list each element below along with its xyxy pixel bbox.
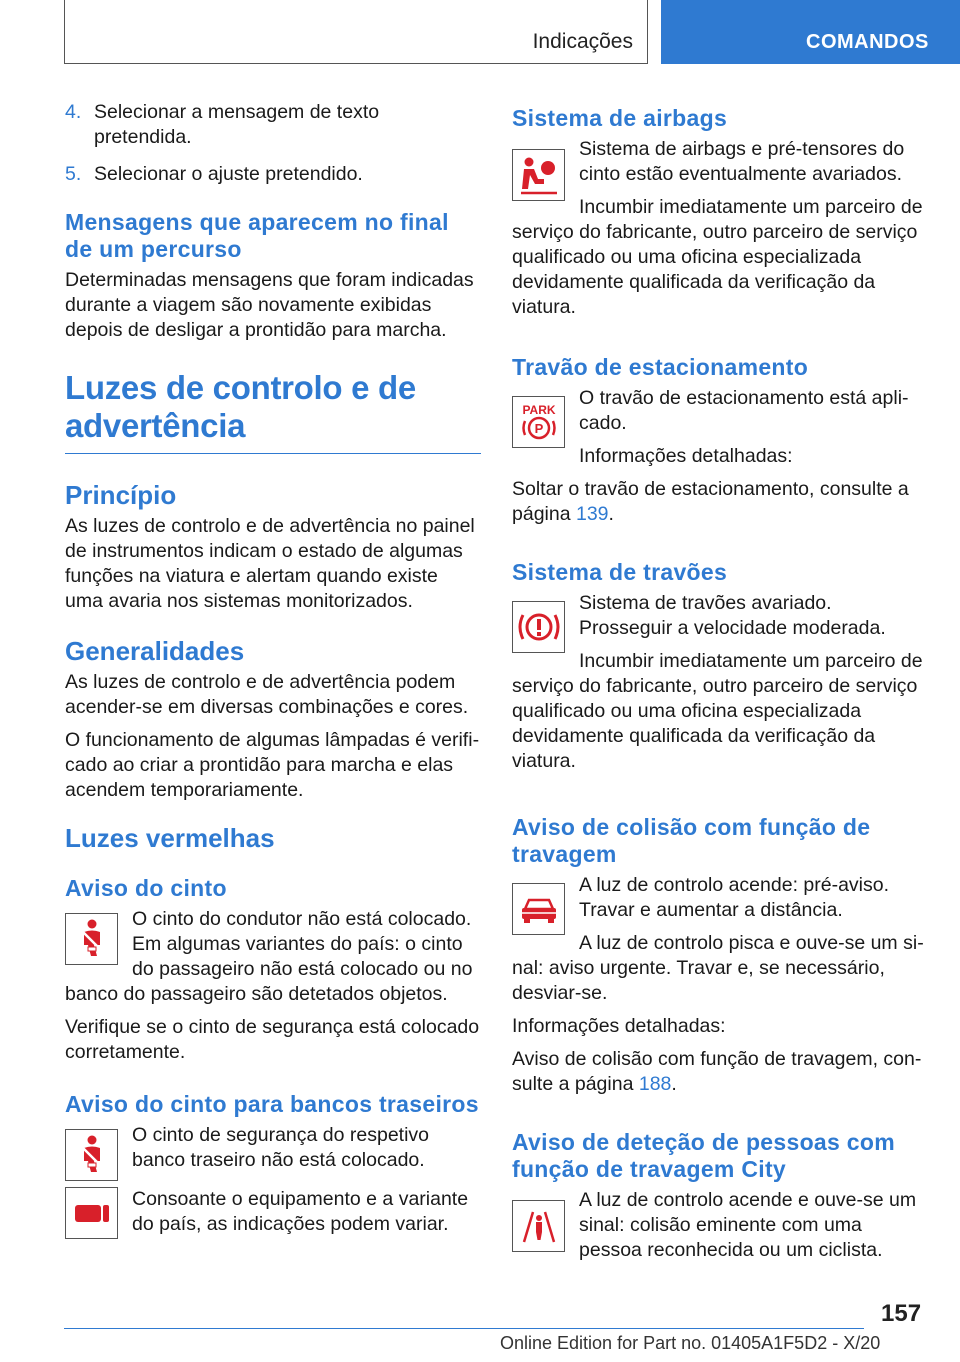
- paragraph-collision-4: Aviso de colisão com função de travagem, consulte a página 188.: [512, 1048, 922, 1095]
- paragraph-parking-2: Informações detalhadas:: [579, 445, 793, 467]
- heading-airbag: Sistema de airbags: [512, 105, 728, 131]
- paragraph-pedestrian: A luz de controlo acende e ouve-se um sinal: colisão eminente com uma pessoa reconhecida ou um ciclista.: [579, 1189, 917, 1261]
- parking-brake-icon: [512, 396, 565, 448]
- paragraph-rear-belt-1: O cinto de segurança do respetivo banco traseiro não está colocado.: [132, 1124, 430, 1171]
- rear-seat-indicator-icon: [65, 1187, 118, 1239]
- paragraph-brakes-2: Incumbir imediatamente um parceiro de serviço do fabricante, outro parceiro de serviço qualificado ou uma oficina especializada devidamente qualificada da verificação da viatura.: [512, 650, 923, 772]
- page-number: 157: [881, 1300, 922, 1327]
- paragraph-collision-3: Informações detalhadas:: [512, 1015, 726, 1037]
- heading-belt-warning: Aviso do cinto: [65, 875, 227, 901]
- airbag-warning-icon: [512, 149, 565, 201]
- paragraph-belt-1: O cinto do condutor não está colocado. Em algumas variantes do país: o cinto do passageiro não está colocado ou no banco do passageiro são detetados objetos.: [65, 908, 473, 1005]
- step-text: Selecionar o ajuste pretendido.: [94, 163, 363, 185]
- heading-red-lights: Luzes vermelhas: [65, 823, 275, 853]
- svg-text:P: P: [534, 421, 543, 436]
- step-number: 4.: [65, 101, 82, 123]
- paragraph-parking-3: Soltar o travão de estacionamento, consulte a página 139.: [512, 478, 909, 525]
- page-link-139[interactable]: 139: [575, 503, 609, 525]
- heading-brake-system: Sistema de travões: [512, 559, 728, 585]
- heading-pedestrian-warning: Aviso de deteção de pessoas com função de travagem City: [512, 1129, 895, 1182]
- seatbelt-warning-icon: [65, 913, 118, 965]
- page-link-188[interactable]: 188: [638, 1073, 672, 1095]
- paragraph-collision-2: A luz de controlo pisca e ouve-se um sinal: aviso urgente. Travar e, se necessário, desviar-se.: [512, 932, 924, 1004]
- step-5: [65, 162, 481, 187]
- header-chapter-tab[interactable]: [661, 0, 960, 64]
- rear-seatbelt-icon: [65, 1129, 118, 1181]
- header-section-box: [64, 0, 648, 64]
- footer-divider: [64, 1328, 864, 1329]
- paragraph-end-messages: Determinadas mensagens que foram indicadas durante a viagem são novamente exibidas depois de desligar a prontidão para marcha.: [65, 269, 474, 341]
- paragraph-rear-belt-2: Consoante o equipamento e a variante do país, as indicações podem variar.: [132, 1188, 469, 1235]
- paragraph-general-2: O funcionamento de algumas lâmpadas é verificado ao criar a prontidão para marcha e elas acendem temporariamente.: [65, 729, 480, 801]
- right-column: [512, 100, 926, 1271]
- paragraph-general-1: As luzes de controlo e de advertência podem acender-se em diversas combinações e cores.: [65, 671, 469, 718]
- paragraph-belt-2: Verifique se o cinto de segurança está colocado corretamente.: [65, 1016, 480, 1063]
- pedestrian-warning-icon: [512, 1200, 565, 1252]
- heading-parking-brake: Travão de estacionamento: [512, 354, 809, 380]
- left-column: [65, 100, 481, 1245]
- collision-warning-icon: [512, 883, 565, 935]
- heading-warning-lights: Luzes de controlo e de advertência: [65, 369, 481, 454]
- brake-warning-icon: [512, 601, 565, 653]
- heading-principle: Princípio: [65, 480, 177, 510]
- heading-general: Generalidades: [65, 636, 245, 666]
- paragraph-airbag-2: Incumbir imediatamente um parceiro de serviço do fabricante, outro parceiro de serviço qualificado ou uma oficina especializada devidamente qualificada da verificação da viatura.: [512, 196, 923, 318]
- header-chapter-title: COMANDOS: [806, 31, 929, 53]
- step-text: Selecionar a mensagem de texto pretendida.: [94, 101, 380, 148]
- header-section-title: Indicações: [532, 30, 633, 53]
- step-number: 5.: [65, 163, 82, 185]
- paragraph-principle: As luzes de controlo e de advertência no painel de instrumentos indicam o estado de algumas funções na viatura e alertam quando existe uma avaria nos sistemas monitorizados.: [65, 515, 475, 612]
- paragraph-collision-1: A luz de controlo acende: pré-aviso. Travar e aumentar a distância.: [579, 874, 890, 921]
- step-4: [65, 100, 481, 150]
- heading-rear-belt: Aviso do cinto para bancos traseiros: [65, 1091, 479, 1117]
- footer-edition: Online Edition for Part no. 01405A1F5D2 - X/20: [500, 1333, 881, 1353]
- paragraph-parking-1: O travão de estacionamento está aplicado.: [579, 387, 909, 434]
- paragraph-brakes-1: Sistema de travões avariado. Prosseguir a velocidade moderada.: [579, 592, 886, 639]
- heading-collision-warning: Aviso de colisão com função de travagem: [512, 814, 871, 867]
- heading-end-messages: Mensagens que aparecem no final de um percurso: [65, 209, 449, 262]
- park-label: PARK: [521, 403, 556, 417]
- paragraph-airbag-1: Sistema de airbags e pré-tensores do cinto estão eventualmente avariados.: [579, 138, 905, 185]
